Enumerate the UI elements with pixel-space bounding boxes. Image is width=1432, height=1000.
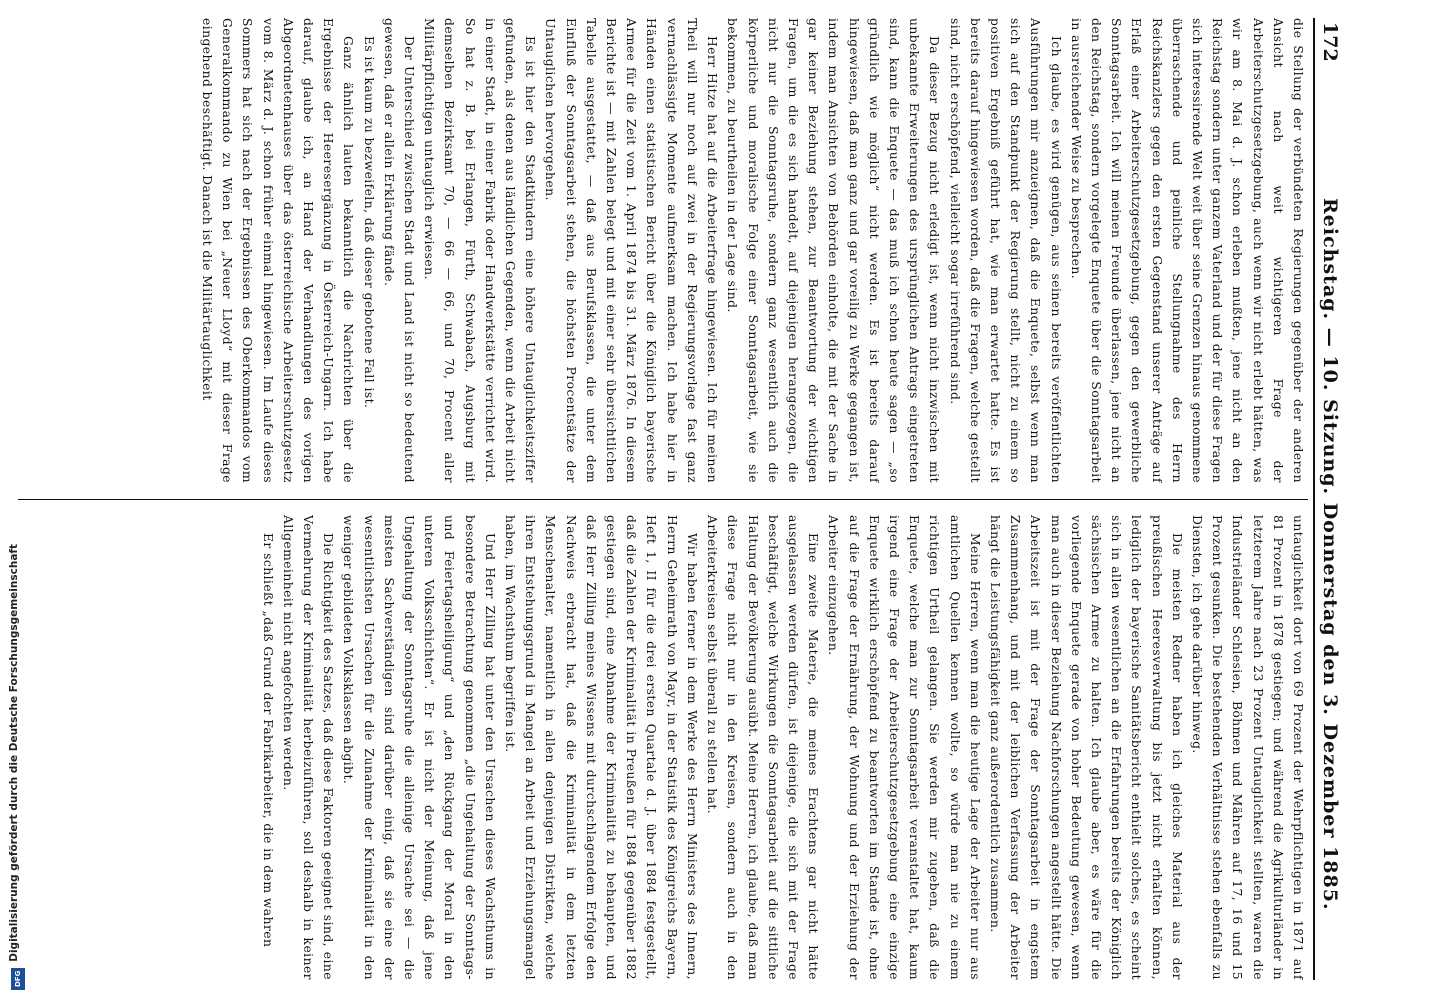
paragraph: Ganz ähnlich lauten bekanntlich die Nachrichten über die Ergebnisse der Heeresergänzung in Österreich-Ungarn. Ich habe darauf, glaube ich, an Hand der Verhandlungen des vorigen Abgeordnetenhauses über das österreichische Arbeiterschutzgesetz vom 8. März d. J. schon früher einmal hingewiesen. Im Laufe dieses Sommers hat sich nach der Ergebnissen des Oberkommandos vom Generalkommando zu Wien bei „Neuer Lloyd“ mit dieser Frage eingehend beschäftigt. Danach ist die Militärtauglichkeit <box>200 18 356 483</box>
right-column <box>18 515 1308 980</box>
paragraph: Wir haben ferner in dem Werke des Herrn Ministers des Innern, Herrn Geheimrath von Mayr, in der Statistik des Königreichs Bayern, Heft 1, II für die drei ersten Quartale d. J. über 1884 festgestellt, daß die Zahlen der Kriminalität in Preußen für 1884 gegenüber 1882 gestiegen sind, eine Abnahme der Kriminalität zu behaupten, und daß Herr Zilling meines Wissens mit durchschlagendem Erfolge den Nachweis erbracht hat, daß die Kriminalität in dem letzten Menschenalter, namentlich in allen denjenigen Distrikten, welche ihren Entstehungsgrund in Mangel an Arbeit und Erziehungsmangel haben, im Wachsthum begriffen ist. <box>503 515 699 980</box>
paragraph: Der Unterschied zwischen Stadt und Land ist nicht so bedeutend gewesen, daß er allein Erklärung fände. <box>381 18 417 483</box>
document-page <box>12 18 1342 980</box>
paragraph: Es ist kaum zu bezweifeln, daß dieser gebotene Fall ist. <box>361 36 376 409</box>
funding-credit: Digitalisierung gefördert durch die Deutsche Forschungsgemeinschaft <box>8 544 20 962</box>
paragraph: untauglichkeit dort von 69 Prozent der Wehrpflichtigen in 1871 auf 81 Prozent in 1878 gestiegen; und während die Agrikulturländer in letzterem Jahre nach 23 Prozent Untauglichkeit stellten, waren die Industrieländer Schlesien, Böhmen und Mähren auf 17, 16 und 15 Prozent gesunken. Die bestehenden Verhältnisse stehen ebenfalls zu Diensten, ich gehe darüber hinweg. <box>1189 515 1305 980</box>
paragraph: Ich glaube, es wird genügen, aus seinen bereits veröffentlichten Ausführungen mir anzueignen, daß die Enquete, selbst wenn man sich auf den Standpunkt der Regierung stellt, nicht zu einem so positiven Ergebniß geführt hat, wie man erwartet hatte. Es ist bereits darauf hingewiesen worden, daß die Fragen, welche gestellt sind, nicht erschöpfend, vielleicht sogar irreführend sind. <box>947 18 1063 483</box>
paragraph: Die meisten Redner haben ich gleiches Material aus der preußischen Heeresverwaltung bis jetzt nicht erhalten können, lediglich der bayerische Sanitätsbericht enthielt solches, es scheint sich in allen wesentlichen an die Erfahrungen bereits der Königlich sächsischen Armee zu halten. Ich glaube aber, es wäre für die vorliegende Enquete gerade von hoher Bedeutung gewesen, wenn man auch in dieser Beziehung Nachforschungen angestellt hätte. Die Arbeitszeit ist mit der Frage der Sonntagsarbeit in engstem Zusammenhang, und mit der leiblichen Verfassung der Arbeiter hängt die Leistungsfähigkeit ganz außerordentlich zusammen. <box>987 515 1184 980</box>
dfg-logo: DFG <box>11 968 25 990</box>
paragraph: Die Richtigkeit des Satzes, daß diese Faktoren geeignet sind, eine Vermehrung der Kriminalität herbeizuführen, soll deshalb in keiner Allgemeinheit nicht angefochten werden. <box>280 515 336 980</box>
page-number: 172 <box>1319 22 1341 62</box>
running-head <box>1318 18 1342 980</box>
column-divider <box>18 499 1308 500</box>
paragraph: Meine Herren, wenn man die heutige Lage der Arbeiter nur aus amtlichen Quellen kennen wollte, so würde man nie zu einem richtigen Urtheil gelangen. Sie werden mir zugeben, daß die Enquete, welche man zur Sonntagsarbeit veranstaltet hat, kaum irgend eine Frage der Arbeiterschutzgesetzgebung eine einzige Enquete wirklich erschöpfend zu beantworten im Stande ist, ohne auf die Frage der Ernährung, der Wohnung und der Erziehung der Arbeiter einzugehen. <box>826 515 982 980</box>
header-rule <box>1313 18 1315 980</box>
paragraph: Eine zweite Materie, die meines Erachtens gar nicht hätte ausgelassen werden dürfen, ist diejenige, die sich mit der Frage beschäftigt, welche Wirkungen die Sonntagsarbeit auf die sittliche Haltung der Bevölkerung ausübt. Meine Herren, ich glaube, daß man diese Frage nicht nur in den Kreisen, sondern auch in den Arbeiterkreisen selbst überall zu stellen hat. <box>705 515 821 980</box>
paragraph: Es ist hier den Stadtkindern eine höhere Untauglichkeitsziffer gefunden, als denen aus ländlichen Gegenden, wenn die Arbeit nicht in einer Stadt, in einer Fabrik oder Handwerkstätte verrichtet wird. So hat z. B. bei Erlangen, Fürth, Schwabach, Augsburg mit demselben Bezirksamt 70, — 66 — 66, und 70, Procent aller Militärpflichtigen untauglich erwiesen. <box>422 18 538 483</box>
paragraph: Da dieser Bezug nicht erledigt ist, wenn nicht inzwischen mit unbekannte Erweiterungen des ursprünglichen Antrags eingetreten sind, kann die Enquete — das muß ich schon heute sagen — „so gründlich wie möglich“ nicht werden. Es ist bereits darauf hingewiesen, daß man ganz und gar voreilig zu Werke gegangen ist, indem man Ansichten von Behörden einholte, die mit der Sache in gar keiner Beziehung stehen, zur Beantwortung der wichtigen Fragen, um die es sich handelt, auf diejenigen herangezogen, die nicht nur die Sonntagsruhe, sondern ganz wesentlich auch die körperliche und moralische Folge einer Sonntagsarbeit, wie sie bekommen, zu beurtheilen in der Lage sind. <box>725 18 942 483</box>
paragraph: Er schließt „daß Grund der Fabrikarbeiter, die in dem wahren <box>260 533 275 948</box>
paragraph: Herr Hitze hat auf die Arbeiterfrage hingewiesen. Ich für meinen Theil will nur noch auf zwei in der Regierungsvorlage fast ganz vernachlässigte Momente aufmerksam machen. Ich habe hier in Händen einen statistischen Bericht über die Königlich bayerische Armee für die Zeit vom 1. April 1874 bis 31. März 1876. In diesem Berichte ist — mit Zahlen belegt und mit einer sehr übersichtlichen Tabelle ausgestattet, — daß aus Berufsklassen, die unter dem Einfluß der Sonntagsarbeit stehen, die höchsten Procentsätze der Untauglichen hervorgehen. <box>543 18 720 483</box>
running-head-title: Reichstag. — 10. Sitzung. Donnerstag den 3. Dezember 1885. <box>1319 198 1341 911</box>
paragraph: Und Herr Zilling hat unter den Ursachen dieses Wachsthums in besondere Betrachtung genommen „die Ungehaltung der Sonntags- und Feiertagsheiligung“ und „den Rückgang der Moral in den unteren Volksschichten“. Er ist nicht der Meinung, daß jene Ungehaltung der Sonntagsruhe die alleinige Ursache sei — die meisten Sachverständigen sind darüber einig, daß sie eine der wesentlichsten Ursachen für die Zunahme der Kriminalität in den weniger gebildeten Volksklassen abgibt. <box>341 515 497 980</box>
digitization-sidebar <box>8 0 26 1000</box>
left-column <box>18 18 1308 483</box>
paragraph: die Stellung der verbündeten Regierungen gegenüber der anderen Ansicht nach weit wichtigeren Frage der Arbeiterschutzgesetzgebung, auch wenn wir nicht erlebt hätten, was wir am 8. Mai d. J. schon erleben mußten, jene nicht an den Reichstag sondern unter ganzem Vaterland und der für diese Fragen sich interessirende Welt weit über seine Grenzen hinaus genommene überraschende und peinliche Stellungnahme des Herrn Reichskanzlers gegen den ersten Gegenstand unserer Anträge auf Erlaß einer Arbeiterschutzgesetzgebung, gegen den gewerbliche Sonntagsarbeit. Ich will meinen Freunde überlassen, jene nicht an den Reichstag, sondern vorgelegte Enquete über die Sonntagsarbeit in ausreichender Weise zu besprechen. <box>1068 18 1305 483</box>
